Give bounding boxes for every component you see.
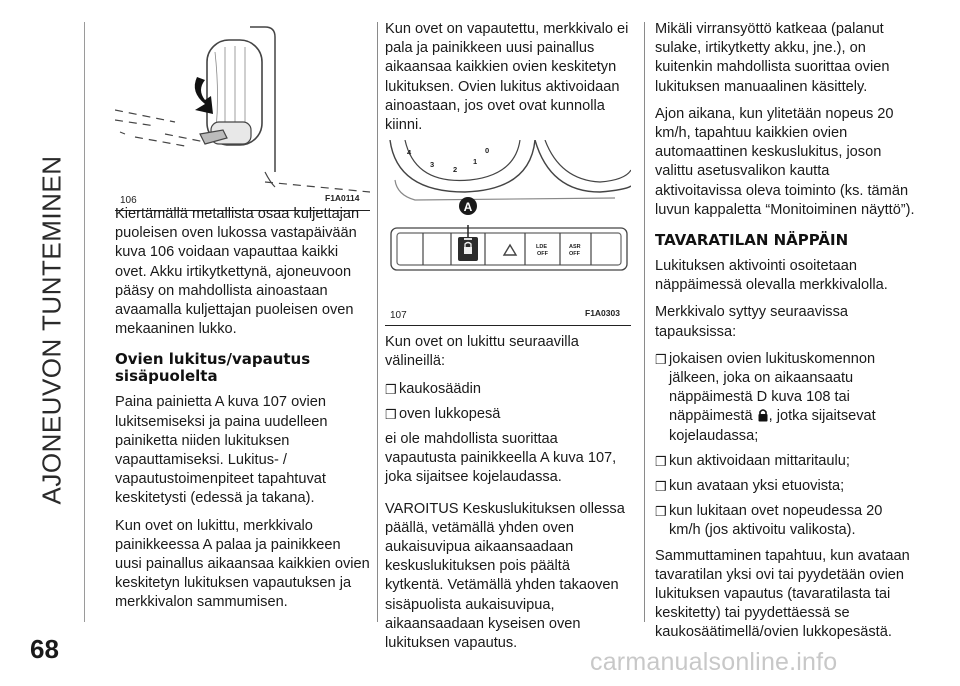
paragraph: ei ole mahdollista suorittaa vapautusta painikkeella A kuva 107, joka sijaitsee kojelaudassa. xyxy=(385,431,617,486)
list-item: ❒ kun avataan yksi etuovista; xyxy=(655,477,915,496)
list-item: ❒ kun aktivoidaan mittaritaulu; xyxy=(655,452,915,471)
figure-107-spacer xyxy=(385,143,631,333)
column-divider-2 xyxy=(644,22,645,622)
svg-text:OFF: OFF xyxy=(537,251,548,257)
section-heading: TAVARATILAN NÄPPÄIN xyxy=(655,231,849,250)
paragraph: Kun ovet on lukittu, merkkivalo painikkeessa A palaa ja painikkeen uusi painallus aikaansaa kaikkien ovien keskitetyn lukituksen vapautuksen ja merkkivalon sammumisen. xyxy=(115,517,370,611)
rotate-arrow-icon xyxy=(195,77,213,114)
bullet-box-icon: ❒ xyxy=(655,351,667,367)
paragraph: Sammuttaminen tapahtuu, kun avataan tavaratilan yksi ovi tai pyydetään ovien lukituksen vapautus (tavaratilasta tai keskitetty) tai pyydettäessä se kaukosäätimellä/ovien lukkopesästä. xyxy=(655,547,910,641)
paragraph: Kun ovet on lukittu seuraavilla välineillä: xyxy=(385,334,579,370)
paragraph: Ajon aikana, kun ylitetään nopeus 20 km/h, tapahtuu kaikkien ovien automaattinen keskuslukitus, joson valittu asetusvalikon kautta aktivoitavissa oleva toiminto (ks. tämän luvun kappaletta “Monitoiminen näyttö”). xyxy=(655,105,915,218)
svg-text:1: 1 xyxy=(473,157,478,166)
list-item: ❒ jokaisen ovien lukituskomennon jälkeen, joka on aikaansaatu näppäimestä D kuva 108 tai näppäimestä , jotka sijaitsevat kojelaudassa; xyxy=(655,350,915,446)
padlock-icon xyxy=(757,408,769,422)
list-item: ❒ oven lukkopesä xyxy=(385,405,631,424)
section-side-title: AJONEUVON TUNTEMINEN xyxy=(36,155,67,505)
column-1 xyxy=(115,205,370,621)
page-number: 68 xyxy=(30,634,59,664)
bullet-box-icon: ❒ xyxy=(385,381,397,397)
door-handle-illustration xyxy=(115,22,370,210)
bullet-box-icon: ❒ xyxy=(655,479,667,495)
svg-text:A: A xyxy=(463,200,473,214)
paragraph: Kun ovet on vapautettu, merkkivalo ei pala ja painikkeen uusi painallus aikaansaa kaikkien ovien keskitetyn lukituksen. Ovien lukitus aktivoidaan ainoastaan, jos ovet ovat kunnolla kiinni. xyxy=(385,21,629,134)
svg-text:2: 2 xyxy=(453,165,458,174)
section-heading: Ovien lukitus/vapautus sisäpuolelta xyxy=(115,350,311,386)
svg-text:OFF: OFF xyxy=(569,251,580,257)
figure-107-number: 107 xyxy=(390,310,407,321)
bullet-box-icon: ❒ xyxy=(655,453,667,469)
side-divider xyxy=(84,22,85,622)
asr-off-label: ASR xyxy=(569,244,581,250)
paragraph: Paina painietta A kuva 107 ovien lukitsemiseksi ja paina uudelleen painiketta niiden lukituksen vapauttamiseksi. Lukitus- / vapautustoimenpiteet tapahtuvat keskitetysti (edessä ja takana). xyxy=(115,394,328,507)
column-3 xyxy=(655,20,915,651)
bullet-box-icon: ❒ xyxy=(655,504,667,520)
svg-text:3: 3 xyxy=(430,160,435,169)
watermark: carmanualsonline.info xyxy=(590,648,838,676)
bullet-box-icon: ❒ xyxy=(385,406,397,422)
figure-106-code: F1A0114 xyxy=(325,193,360,203)
paragraph: Merkkivalo syttyy seuraavissa tapauksissa: xyxy=(655,304,849,340)
warning-paragraph: VAROITUS Keskuslukituksen ollessa päällä, vetämällä yhden oven aukaisuvipua aikaansaadaan keskuslukituksen pois päältä kytkentä. Vetämällä yhden takaoven sisäpuolista aukaisuvipua, aikaansaadaan kyseisen oven lukituksen vapautus. xyxy=(385,500,625,652)
svg-text:0: 0 xyxy=(485,146,490,155)
paragraph: Lukituksen aktivointi osoitetaan näppäimessä olevalla merkkivalolla. xyxy=(655,258,888,294)
figure-106-number: 106 xyxy=(120,195,137,206)
column-divider-1 xyxy=(377,22,378,622)
list-item: ❒ kun lukitaan ovet nopeudessa 20 km/h (jos aktivoitu valikosta). xyxy=(655,502,915,540)
figure-106-door-lock xyxy=(115,22,370,211)
lde-off-label: LDE xyxy=(536,244,547,250)
svg-text:4: 4 xyxy=(407,148,412,157)
column-2 xyxy=(385,20,631,661)
paragraph: Kiertämällä metallista osaa kuljettajan puoleisen oven lukossa vastapäivään kuva 106 voidaan vapauttaa kaikki ovet. Akku irtikytkettynä, ajoneuvoon pääsy on mahdollista ainoastaan avaamalla kuljettajan puoleisen oven mekaaninen lukko. xyxy=(115,206,360,338)
list-item: ❒ kaukosäädin xyxy=(385,380,631,399)
figure-107-code: F1A0303 xyxy=(585,308,620,318)
paragraph: Mikäli virransyöttö katkeaa (palanut sulake, irtikytketty akku, jne.), on kuitenkin mahdollista suorittaa ovien lukituksen manuaalinen käsittely. xyxy=(655,21,890,95)
